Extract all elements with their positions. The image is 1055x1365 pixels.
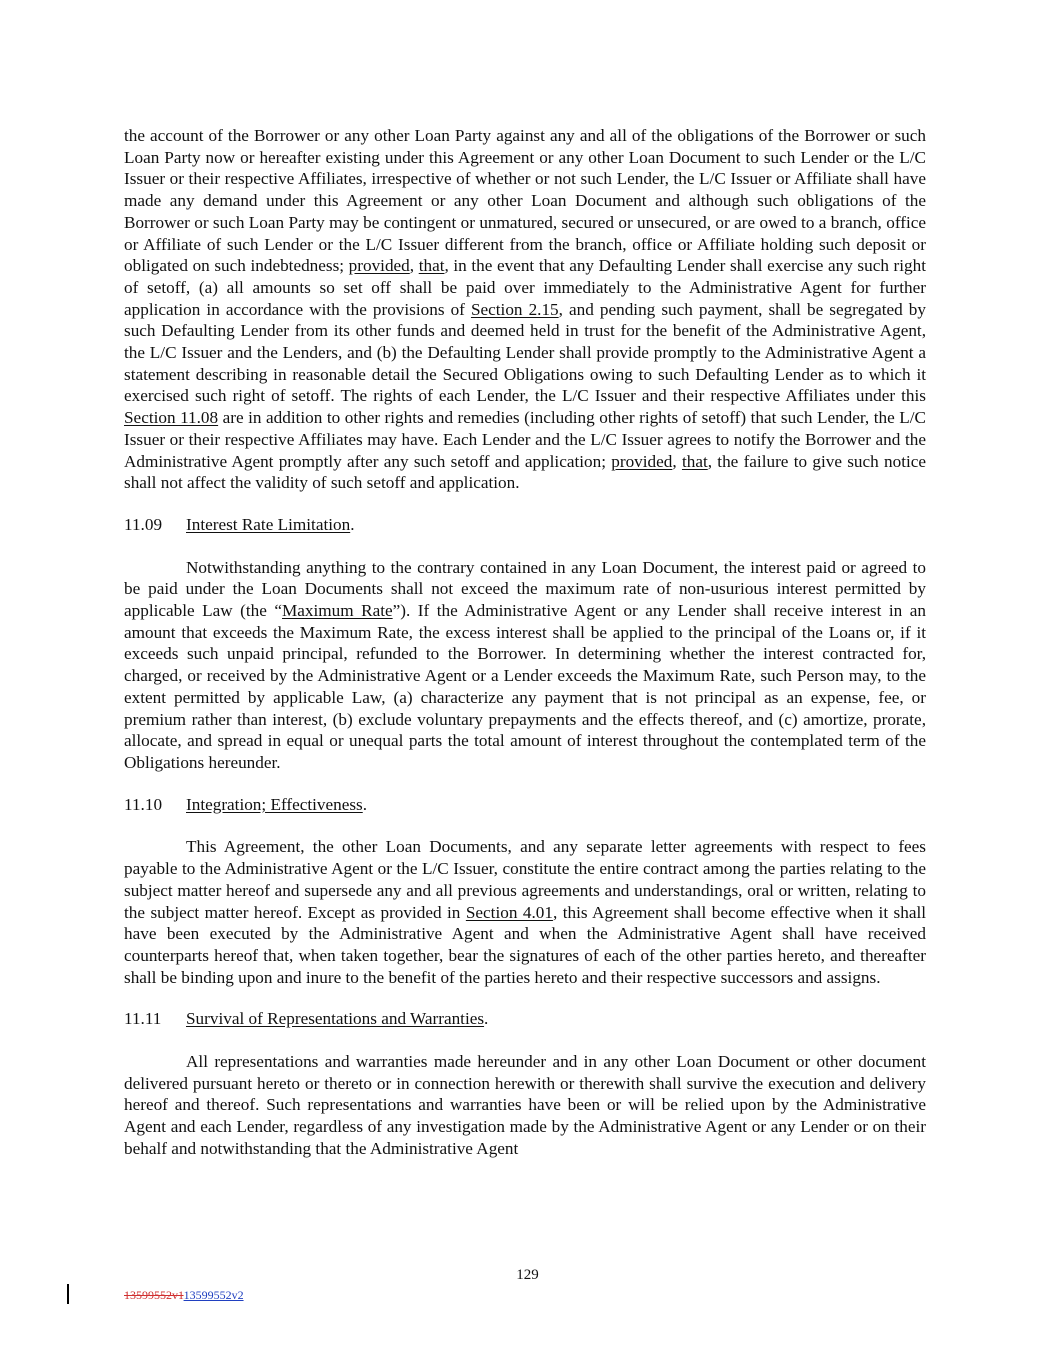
page-number: 129 <box>516 1267 539 1283</box>
document-id-inserted: 13599552v2 <box>183 1288 244 1302</box>
revision-change-bar <box>67 1284 69 1304</box>
provided-term: provided <box>348 256 410 276</box>
section-number: 11.11 <box>124 1009 162 1029</box>
document-id <box>124 1288 244 1303</box>
provided-term: provided <box>611 451 673 471</box>
section-number: 11.09 <box>124 514 163 534</box>
section-heading-11-10: 11.10 Integration; Effectiveness. <box>124 794 368 814</box>
section-11-11-text: All representations and warranties made hereunder and in any other Loan Document or other document delivered pursuant hereto or thereto or in connection herewith or therewith shall survive the execution and delivery hereof and thereof. Such representations and warranties have been or will be relied upon by the Administrative Agent and each Lender, regardless of any investigation made by the Administrative Agent or any Lender or on their behalf and notwithstanding that the Administrative Agent <box>124 1052 926 1158</box>
section-title: Interest Rate Limitation <box>186 514 351 534</box>
section-heading-11-11: 11.11 Survival of Representations and Warranties. <box>124 1009 489 1029</box>
section-11-09-text: Notwithstanding anything to the contrary contained in any Loan Document, the interest paid or agreed to be paid under the Loan Documents shall not exceed the maximum rate of non-usurious interest permitted by applicable Law (the “Maximum Rate”). If the Administrative Agent or any Lender shall receive interest in an amount that exceeds the Maximum Rate, the excess interest shall be applied to the principal of the Loans or, if it exceeds such unpaid principal, refunded to the Borrower. In determining whether the interest contracted for, charged, or received by the Administrative Agent or a Lender exceeds the Maximum Rate, such Person may, to the extent permitted by applicable Law, (a) characterize any payment that is not principal as an expense, fee, or premium rather than interest, (b) exclude voluntary prepayments and the effects thereof, and (c) amortize, prorate, allocate, and spread in equal or unequal parts the total amount of interest throughout the contemplated term of the Obligations hereunder. <box>124 557 926 772</box>
section-heading-11-09: 11.09 Interest Rate Limitation. <box>124 514 355 534</box>
paragraph-setoff-continued: the account of the Borrower or any other Loan Party against any and all of the obligations of the Borrower or such Loan Party now or hereafter existing under this Agreement or any other Loan Document to such Lender or the L/C Issuer or their respective Affiliates, irrespective of whether or not such Lender, the L/C Issuer or Affiliate shall have made any demand under this Agreement or any other Loan Document and although such obligations of the Borrower or such Loan Party may be contingent or unmatured, secured or unsecured, or are owed to a branch, office or Affiliate of such Lender or the L/C Issuer different from the branch, office or Affiliate holding such deposit or obligated on such indebtedness; provided, that, in the event that any Defaulting Lender shall exercise any such right of setoff, (a) all amounts so set off shall be paid over immediately to the Administrative Agent for further application in accordance with the provisions of Section 2.15, and pending such payment, shall be segregated by such Defaulting Lender from its other funds and deemed held in trust for the benefit of the Administrative Agent, the L/C Issuer and the Lenders, and (b) the Defaulting Lender shall provide promptly to the Administrative Agent a statement describing in reasonable detail the Secured Obligations owing to such Defaulting Lender as to which it exercised such right of setoff. The rights of each Lender, the L/C Issuer and their respective Affiliates under this Section 11.08 are in addition to other rights and remedies (including other rights of setoff) that such Lender, the L/C Issuer or their respective Affiliates may have. Each Lender and the L/C Issuer agrees to notify the Borrower and the Administrative Agent promptly after any such setoff and application; provided, that, the failure to give such notice shall not affect the validity of such setoff and application. <box>124 126 927 493</box>
section-title: Integration; Effectiveness <box>186 794 363 814</box>
document-id-deleted: 13599552v1 <box>124 1288 184 1302</box>
that-term: that <box>681 451 708 471</box>
section-number: 11.10 <box>124 794 163 814</box>
section-2-15-ref: Section 2.15 <box>470 299 559 319</box>
that-term: that <box>418 256 445 276</box>
document-body <box>124 125 926 1160</box>
section-11-08-ref: Section 11.08 <box>124 408 219 428</box>
maximum-rate-term: Maximum Rate <box>282 601 393 621</box>
section-4-01-ref: Section 4.01 <box>465 902 553 922</box>
section-11-10-text: This Agreement, the other Loan Documents, and any separate letter agreements with respect to fees payable to the Administrative Agent or the L/C Issuer, constitute the entire contract among the parties relating to the subject matter hereof and supersede any and all previous agreements and understandings, oral or written, relating to the subject matter hereof. Except as provided in Section 4.01, this Agreement shall become effective when it shall have been executed by the Administrative Agent and when the Administrative Agent shall have received counterparts hereof that, when taken together, bear the signatures of each of the other parties hereto, and thereafter shall be binding upon and inure to the benefit of the parties hereto and their respective successors and assigns. <box>124 837 927 987</box>
section-title: Survival of Representations and Warranties <box>186 1009 485 1029</box>
